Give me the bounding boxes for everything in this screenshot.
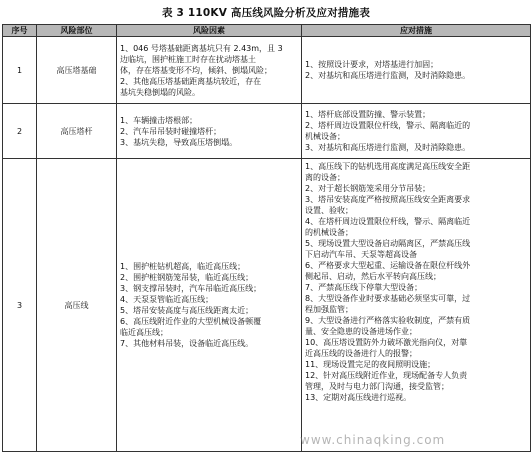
factor-line: 3、钢支撑吊装时，汽车吊临近高压线； bbox=[120, 284, 262, 293]
header-measures: 应对措施 bbox=[302, 25, 531, 37]
measure-line: 8、大型设备作业时要求基础必须坚实可靠，过 bbox=[305, 294, 471, 303]
table-title: 表 3 110KV 高压线风险分析及应对措施表 bbox=[161, 7, 371, 19]
measure-line: 3、对基坑和高压塔进行监测，及时消除隐患。 bbox=[305, 143, 471, 152]
measure-line: 1、高压线下的钻机选用高度满足高压线安全距 bbox=[305, 162, 471, 171]
factor-line: 5、塔吊安装高度与高压线距离太近； bbox=[120, 306, 254, 315]
risk-table bbox=[2, 24, 531, 452]
measure-line: 5、现场设置大型设备启动隔离区，严禁高压线 bbox=[305, 239, 471, 248]
row-part: 高压塔杆 bbox=[37, 104, 117, 159]
factor-line: 临近高压线； bbox=[120, 328, 168, 337]
row-no: 2 bbox=[3, 104, 37, 159]
measure-line: 4、在塔杆周边设置限位杆线，警示、隔离临近 bbox=[305, 217, 471, 226]
header-no: 序号 bbox=[3, 25, 37, 37]
measure-line: 下启动汽车吊、天泵等超高设备 bbox=[305, 250, 417, 259]
factor-line: 1、围护桩钻机超高，临近高压线； bbox=[120, 262, 246, 271]
measure-line: 机械设备； bbox=[305, 132, 345, 141]
measure-line: 管理，及时与电力部门沟通，接受监管； bbox=[305, 382, 449, 391]
measure-line: 2、塔杆周边设置限位杆线，警示、隔离临近的 bbox=[305, 121, 471, 130]
measure-line: 1、按照设计要求，对塔基进行加固； bbox=[305, 60, 439, 69]
measure-line: 9、大型设备进行严格落实验收制度，严禁有质 bbox=[305, 316, 471, 325]
header-factors: 风险因素 bbox=[117, 25, 302, 37]
measure-line: 程加强监管； bbox=[305, 305, 353, 314]
measure-line: 2、对基坑和高压塔进行监测，及时消除隐患。 bbox=[305, 71, 471, 80]
table-row bbox=[3, 104, 531, 159]
measure-line: 设置、验收； bbox=[305, 206, 353, 215]
measure-line: 的机械设备； bbox=[305, 228, 353, 237]
factor-line: 3、基坑失稳，导致高压塔倒塌。 bbox=[120, 137, 238, 147]
row-part: 高压塔基础 bbox=[37, 37, 117, 104]
measure-line: 12、针对高压线附近作业，现场配备专人负责 bbox=[305, 371, 468, 380]
measure-line: 1、塔杆底部设置防撞、警示装置； bbox=[305, 110, 431, 119]
row-measures bbox=[302, 159, 531, 452]
row-no: 1 bbox=[3, 37, 37, 104]
factor-line: 7、其他材料吊装，设备临近高压线。 bbox=[120, 339, 254, 348]
factor-line: 4、天泵泵管临近高压线； bbox=[120, 295, 214, 304]
row-part: 高压线 bbox=[37, 159, 117, 452]
header-part: 风险部位 bbox=[37, 25, 117, 37]
measure-line: 近高压线的设备进行人的报警； bbox=[305, 349, 417, 358]
measure-line: 侧起吊、启动，然后水平转向高压线； bbox=[305, 272, 441, 281]
measure-line: 10、高压塔设置防外力破坏激光指向仪，对靠 bbox=[305, 338, 468, 347]
factor-line: 2、围护桩钢筋笼吊装，临近高压线； bbox=[120, 273, 254, 282]
measure-line: 11、现场设置完足的夜间照明设施； bbox=[305, 360, 436, 369]
row-factors bbox=[117, 104, 302, 159]
row-factors bbox=[117, 159, 302, 452]
header-row bbox=[3, 25, 531, 37]
measure-line: 量、安全隐患的设备进场作业； bbox=[305, 327, 417, 336]
watermark: www.chinaqking.com bbox=[300, 433, 446, 447]
measure-line: 7、严禁高压线下停靠大型设备； bbox=[305, 283, 423, 292]
factor-line: 体，存在塔基变形不均，倾斜、倒塌风险； bbox=[120, 65, 272, 75]
table-row bbox=[3, 159, 531, 452]
measure-line: 2、对于超长钢筋笼采用分节吊装； bbox=[305, 184, 431, 193]
measure-line: 13、定期对高压线进行巡视。 bbox=[305, 393, 412, 402]
measure-line: 6、严格要求大型起重、运输设备在限位杆线外 bbox=[305, 261, 471, 270]
table-row bbox=[3, 37, 531, 104]
row-no: 3 bbox=[3, 159, 37, 452]
factor-line: 6、高压线附近作业的大型机械设备顿覆 bbox=[120, 317, 262, 326]
row-measures bbox=[302, 104, 531, 159]
factor-line: 边临坑，围护桩施工时存在扰动塔基土 bbox=[120, 54, 256, 64]
row-measures bbox=[302, 37, 531, 104]
factor-line: 基坑失稳倒塌的风险。 bbox=[120, 87, 200, 97]
factor-line: 1、车辆撞击塔根部； bbox=[120, 115, 198, 125]
factor-line: 2、汽车吊吊装时碰撞塔杆； bbox=[120, 126, 222, 136]
factor-line: 1、046 号塔基础距离基坑只有 2.43m，且 3 bbox=[120, 43, 283, 53]
row-factors bbox=[117, 37, 302, 104]
factor-line: 2、其他高压塔基础距离基坑较近，存在 bbox=[120, 76, 262, 86]
measure-line: 离的设备； bbox=[305, 173, 345, 182]
measure-line: 3、塔吊安装高度严格按照高压线安全距离要求 bbox=[305, 195, 471, 204]
